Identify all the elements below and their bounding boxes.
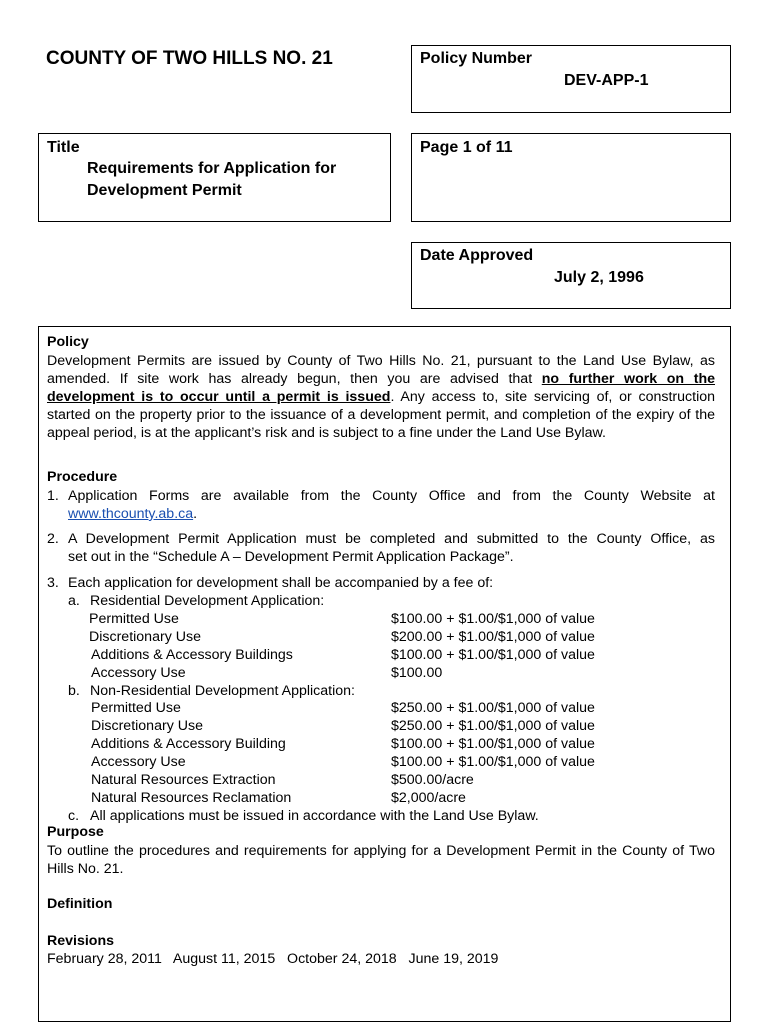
procedure-item-1-end: . bbox=[193, 506, 198, 522]
title-label: Title bbox=[47, 139, 80, 156]
procedure-item-1-num: 1. bbox=[47, 488, 59, 504]
fee-use-name: Additions & Accessory Buildings bbox=[91, 647, 293, 663]
org-title: COUNTY OF TWO HILLS NO. 21 bbox=[46, 48, 333, 69]
procedure-item-1-link-line bbox=[68, 505, 197, 523]
procedure-item-1-text: Application Forms are available from the County Office and from the County Website at bbox=[68, 488, 715, 504]
sub-item-c-label: c. bbox=[68, 808, 80, 824]
title-box bbox=[38, 133, 391, 222]
fee-use-name: Additions & Accessory Building bbox=[91, 736, 286, 752]
purpose-text: To outline the procedures and requirements for applying for a Development Permit in the County of Two Hills No. 21. bbox=[47, 843, 715, 877]
fee-amount: $250.00 + $1.00/$1,000 of value bbox=[391, 700, 595, 716]
county-website-link[interactable]: www.thcounty.ab.ca bbox=[68, 506, 194, 522]
policy-number-box bbox=[411, 45, 731, 113]
title-line-2: Development Permit bbox=[87, 182, 242, 199]
procedure-item-3-text: Each application for development shall be accompanied by a fee of: bbox=[68, 575, 494, 591]
fee-use-name: Permitted Use bbox=[89, 611, 179, 627]
fee-amount: $100.00 + $1.00/$1,000 of value bbox=[391, 611, 595, 627]
sub-item-b-text: Non-Residential Development Application: bbox=[90, 683, 355, 699]
fee-amount: $200.00 + $1.00/$1,000 of value bbox=[391, 629, 595, 645]
sub-item-c-text: All applications must be issued in accordance with the Land Use Bylaw. bbox=[90, 808, 539, 824]
title-line-1: Requirements for Application for bbox=[87, 160, 337, 177]
sub-item-a-text: Residential Development Application: bbox=[90, 593, 325, 609]
policy-text-1: Development Permits are issued by County of Two Hills No. 21, pursuant to the Land Use Bylaw, as amended. If site work has already begun, then you are advised that bbox=[47, 353, 715, 387]
fee-amount: $100.00 bbox=[391, 665, 443, 681]
procedure-item-3-num: 3. bbox=[47, 575, 59, 591]
fee-use-name: Discretionary Use bbox=[89, 629, 201, 645]
policy-text-2: . Any access to, site servicing of, or construction started on the property prior to the issuance of a development permit, and completion of the expiry of the appeal period, is at the applicant’s risk and is subject to a fine under the Land Use Bylaw. bbox=[47, 389, 716, 441]
date-label: Date Approved bbox=[420, 247, 534, 264]
fee-use-name: Permitted Use bbox=[91, 700, 181, 716]
policy-number: DEV-APP-1 bbox=[564, 72, 649, 89]
date-box bbox=[411, 242, 731, 309]
procedure-heading: Procedure bbox=[47, 469, 118, 485]
fee-amount: $250.00 + $1.00/$1,000 of value bbox=[391, 718, 595, 734]
revisions-dates: February 28, 2011 August 11, 2015 October 24, 2018 June 19, 2019 bbox=[47, 951, 499, 967]
fee-amount: $2,000/acre bbox=[391, 790, 466, 806]
policy-number-label: Policy Number bbox=[420, 50, 533, 67]
date-value: July 2, 1996 bbox=[554, 269, 644, 286]
sub-item-b-label: b. bbox=[68, 683, 80, 699]
policy-emphasis: no further work on the development is to occur until a permit is issued bbox=[47, 371, 715, 405]
purpose-heading: Purpose bbox=[47, 824, 104, 840]
fee-use-name: Discretionary Use bbox=[91, 718, 203, 734]
fee-use-name: Accessory Use bbox=[91, 754, 186, 770]
fee-use-name: Accessory Use bbox=[91, 665, 186, 681]
fee-amount: $500.00/acre bbox=[391, 772, 474, 788]
fee-use-name: Natural Resources Extraction bbox=[91, 772, 276, 788]
fee-amount: $100.00 + $1.00/$1,000 of value bbox=[391, 647, 595, 663]
page-box bbox=[411, 133, 731, 222]
procedure-item-2-num: 2. bbox=[47, 531, 59, 547]
fee-amount: $100.00 + $1.00/$1,000 of value bbox=[391, 754, 595, 770]
fee-use-name: Natural Resources Reclamation bbox=[91, 790, 292, 806]
procedure-item-2-line-1: A Development Permit Application must be completed and submitted to the County Office, as bbox=[68, 531, 715, 547]
policy-heading: Policy bbox=[47, 334, 89, 350]
policy-content-box bbox=[38, 326, 731, 1022]
definition-heading: Definition bbox=[47, 896, 113, 912]
revisions-heading: Revisions bbox=[47, 933, 115, 949]
page-label: Page 1 of 11 bbox=[420, 139, 513, 156]
sub-item-a-label: a. bbox=[68, 593, 80, 609]
procedure-item-2-line-2: set out in the “Schedule A – Development Permit Application Package”. bbox=[68, 549, 514, 565]
policy-paragraph bbox=[47, 352, 715, 442]
fee-row bbox=[89, 610, 179, 628]
fee-amount: $100.00 + $1.00/$1,000 of value bbox=[391, 736, 595, 752]
